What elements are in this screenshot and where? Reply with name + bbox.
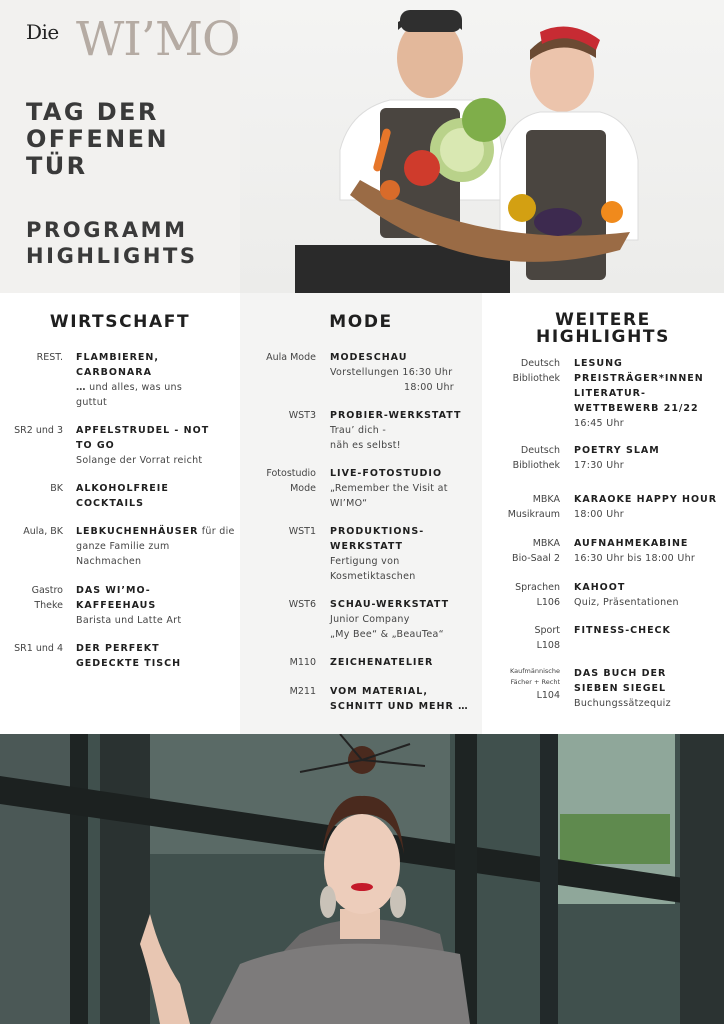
item-title: KAHOOT [574,582,626,593]
item-location-line: Bibliothek [512,373,560,384]
column-mode [240,293,482,734]
column-weitere-highlights [482,293,724,734]
item-title: VOM MATERIAL, SCHNITT UND MEHR … [330,686,469,712]
item-location-line: Fotostudio [266,468,316,479]
column-heading-weitere: WEITERE HIGHLIGHTS [536,310,670,347]
item-location-line: Deutsch [520,445,560,456]
item-description [574,666,722,711]
item-location [508,492,560,522]
event-title: TAG DER OFFENEN TÜR [26,98,169,180]
logo-die-text: Die [26,20,59,44]
item-text: „Remember the Visit at WI’MO“ [330,483,448,509]
item-description [76,423,236,468]
item-location: WST6 [288,599,316,610]
item-title: FLAMBIEREN, CARBONARA [76,352,159,378]
item-title: DER PERFEKT GEDECKTE TISCH [76,643,182,669]
item-location-line: L106 [536,597,560,608]
item-title: AUFNAHMEKABINE [574,538,689,549]
item-text: 16:30 Uhr bis 18:00 Uhr [574,553,696,564]
item-text: Vorstellungen 16:30 Uhr [330,367,453,378]
item-text: Solange der Vorrat reicht [76,455,203,466]
item-location-line: Fächer + Recht [510,678,560,686]
item-description [574,623,722,638]
item-location: WST3 [288,410,316,421]
item-title: FITNESS-CHECK [574,625,671,636]
item-title: KARAOKE HAPPY HOUR [574,494,718,505]
header-title-panel [0,0,240,293]
item-location [266,466,316,496]
item-location: M110 [289,657,316,668]
item-description [76,583,236,628]
item-location-line: Theke [34,600,63,611]
item-location [32,583,63,613]
item-text: 16:45 Uhr [574,418,624,429]
item-location: WST1 [288,526,316,537]
item-title: MODESCHAU [330,352,408,363]
item-title: LESUNG PREISTRÄGER*INNEN LITERATUR-WETTBEWERB 21/22 [574,358,704,414]
item-location-line: Musikraum [507,509,560,520]
item-description [330,597,480,642]
item-location-line: Kaufmännische [510,667,560,675]
column-heading-wirtschaft: WIRTSCHAFT [49,312,191,332]
item-location-line: MBKA [532,494,560,505]
item-location: REST. [36,352,63,363]
item-description [574,580,722,610]
item-description [76,481,236,511]
item-description [574,536,722,566]
item-description [330,408,480,453]
item-location: SR2 und 3 [14,425,63,436]
item-location-line: L104 [536,690,560,701]
column-heading-mode: MODE [329,312,393,332]
students-vegetables-photo [240,0,724,293]
item-location: SR1 und 4 [14,643,63,654]
item-title-line [76,524,236,569]
item-text: Barista und Latte Art [76,615,182,626]
item-location-line: L108 [536,640,560,651]
item-location-line: Sport [534,625,560,636]
item-description [330,684,480,714]
item-description [76,641,236,671]
item-location [513,443,560,473]
item-title: SCHAU-WERKSTATT [330,599,450,610]
item-description [76,524,236,569]
item-description [574,492,722,522]
item-description [330,524,480,584]
item-location: M211 [289,686,316,697]
item-text: Quiz, Präsentationen [574,597,679,608]
item-description [330,655,480,670]
item-location-line: Sprachen [515,582,560,593]
item-location-line: Bibliothek [512,460,560,471]
item-text-second-line: „My Bee“ & „BeauTea“ [330,629,444,640]
item-location-line: Mode [290,483,316,494]
item-description [76,350,236,410]
item-text: Buchungssätzequiz [574,698,671,709]
students-vegetables-illustration [240,0,724,293]
item-title: POETRY SLAM [574,445,660,456]
item-location: Aula Mode [266,352,316,363]
item-text: Fertigung von Kosmetiktaschen [330,556,416,582]
fashion-model-illustration [0,734,724,1024]
item-description [330,466,480,511]
item-location [512,536,560,566]
item-text: 18:00 Uhr [574,509,624,520]
item-title-suffix: für die ganze Familie zum Nachmachen [76,526,235,567]
program-subtitle: PROGRAMM HIGHLIGHTS [26,218,198,268]
item-text [76,380,216,410]
header [0,0,724,293]
item-title: LEBKUCHENHÄUSER [76,526,199,537]
logo-wimo-text: WI’MO [76,12,240,67]
item-text: 17:30 Uhr [574,460,624,471]
item-title: PROBIER-WERKSTATT [330,410,462,421]
item-title: DAS WI’MO-KAFFEEHAUS [76,585,157,611]
item-location: Aula, BK [23,526,63,537]
item-location [513,356,560,386]
item-location-line: Bio-Saal 2 [512,553,560,564]
item-text: Junior Company [330,614,410,625]
item-location-line: MBKA [532,538,560,549]
school-logo [26,12,240,84]
item-location-line: Deutsch [520,358,560,369]
item-location: BK [50,483,63,494]
item-text-ellipsis: … [76,382,86,393]
item-location [534,623,560,653]
item-text-second-line: näh es selbst! [330,440,401,451]
item-title: ZEICHENATELIER [330,657,434,668]
item-text-second-line: 18:00 Uhr [404,382,454,393]
column-wirtschaft [0,293,240,734]
item-description [574,356,722,431]
item-description [574,443,722,473]
item-location [515,580,560,610]
item-text: Trau’ dich - [330,425,387,436]
item-title: APFELSTRUDEL - NOT TO GO [76,425,210,451]
fashion-model-photo [0,734,724,1024]
item-location [510,666,560,703]
item-location-line: Gastro [31,585,63,596]
item-text-rest: und alles, was uns guttut [76,382,183,408]
item-title: PRODUKTIONS-WERKSTATT [330,526,425,552]
item-title: DAS BUCH DER SIEBEN SIEGEL [574,668,667,694]
item-description [330,350,480,395]
item-title: ALKOHOLFREIE COCKTAILS [76,483,169,509]
item-title: LIVE-FOTOSTUDIO [330,468,443,479]
